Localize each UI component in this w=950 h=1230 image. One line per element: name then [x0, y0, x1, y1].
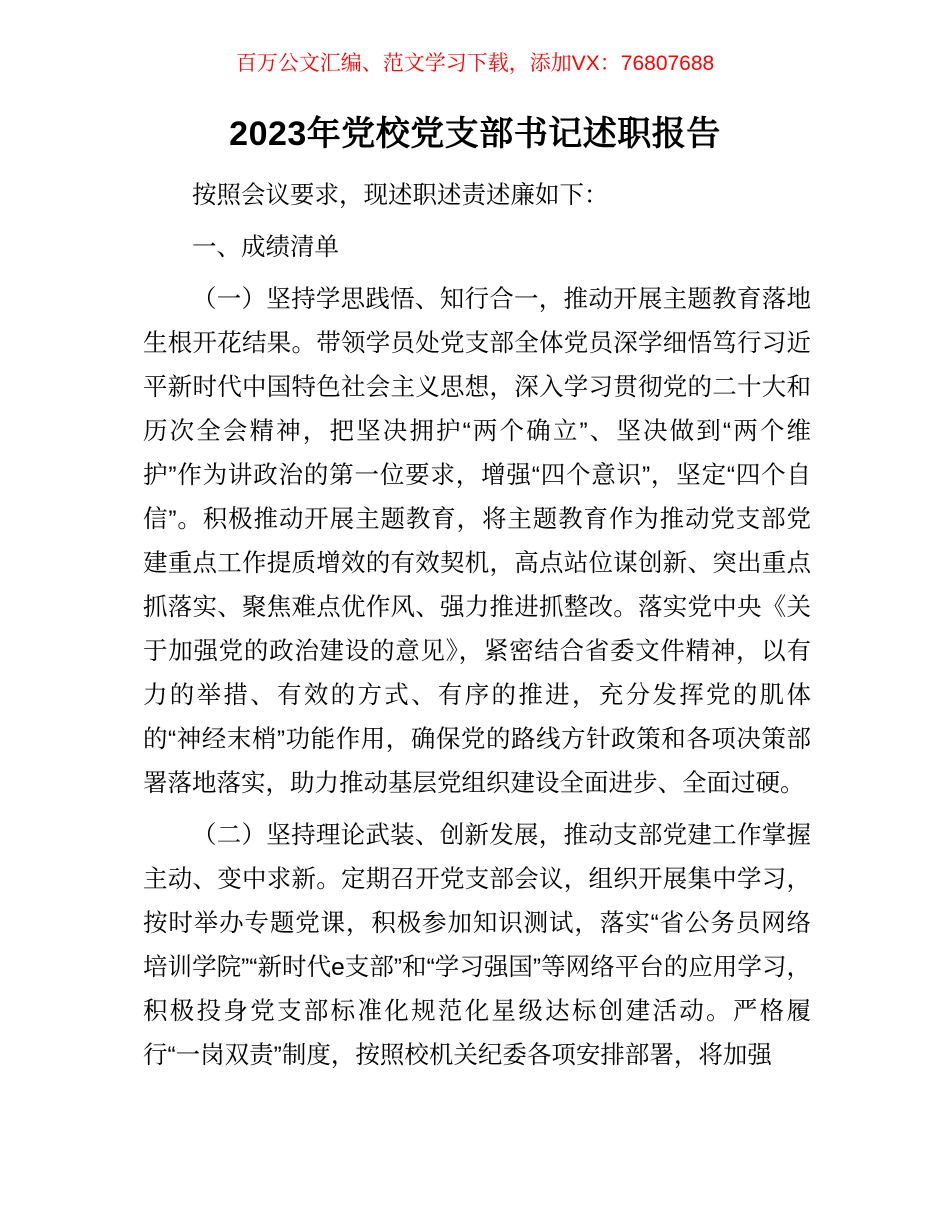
section-heading-1: 一、成绩清单: [192, 234, 339, 261]
paragraph-item-2: （二）坚持理论武装、创新发展，推动支部党建工作掌握主动、变中求新。定期召开党支部会议，组织开展集中学习，按时举办专题党课，积极参加知识测试，落实“省公务员网络培训学院”“新时代e支部”和“学习强国”等网络平台的应用学习，积极投身党支部标准化规范化星级达标创建活动。严格履行“一岗双责”制度，按照校机关纪委各项安排部署，将加强: [143, 822, 811, 1069]
paragraph-item-1: （一）坚持学思践悟、知行合一，推动开展主题教育落地生根开花结果。带领学员处党支部全体党员深学细悟笃行习近平新时代中国特色社会主义思想，深入学习贯彻党的二十大和历次全会精神，把坚决拥护“两个确立”、坚决做到“两个维护”作为讲政治的第一位要求，增强“四个意识”，坚定“四个自信”。积极推动开展主题教育，将主题教育作为推动党支部党建重点工作提质增效的有效契机，高点站位谋创新、突出重点抓落实、聚焦难点优作风、强力推进抓整改。落实党中央《关于加强党的政治建设的意见》，紧密结合省委文件精神，以有力的举措、有效的方式、有序的推进，充分发挥党的肌体的“神经末梢”功能作用，确保党的路线方针政策和各项决策部署落地落实，助力推动基层党组织建设全面进步、全面过硬。: [143, 286, 811, 797]
document-title: 2023年党校党支部书记述职报告: [229, 115, 721, 153]
document-body: [143, 174, 811, 1078]
paragraph-intro: 按照会议要求，现述职述责述廉如下：: [192, 182, 609, 209]
promo-banner: [0, 0, 950, 76]
promo-text: 百万公文汇编、范文学习下载，添加VX：76807688: [235, 52, 715, 75]
